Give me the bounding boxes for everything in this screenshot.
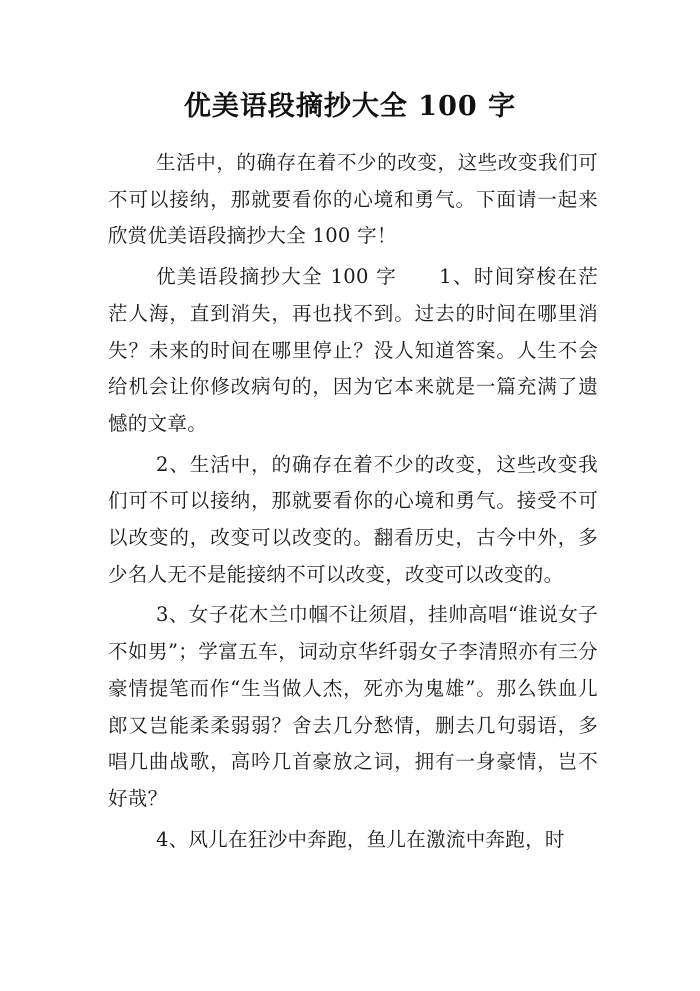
paragraph-1-text: 1、时间穿梭在茫茫人海，直到消失，再也找不到。过去的时间在哪里消失？未来的时间在哪里停止？没人知道答案。人生不会给机会让你修改病句的，因为它本来就是一篇充满了遗憾的文章。: [108, 265, 598, 435]
document-body: [108, 145, 598, 862]
paragraph-2: 2、生活中，的确存在着不少的改变，这些改变我们可不可以接纳，那就要看你的心境和勇气。接受不可以改变的，改变可以改变的。翻看历史，古今中外，多少名人无不是能接纳不可以改变，改变可以改变的。: [108, 452, 598, 586]
paragraph-4: 4、风儿在狂沙中奔跑，鱼儿在激流中奔跑，时: [156, 827, 565, 851]
document-title: 优美语段摘抄大全 100 字: [183, 91, 517, 122]
intro-paragraph: 生活中，的确存在着不少的改变，这些改变我们可不可以接纳，那就要看你的心境和勇气。下面请一起来欣赏优美语段摘抄大全 100 字！: [108, 151, 598, 248]
paragraph-3: 3、女子花木兰巾帼不让须眉，挂帅高唱“谁说女子不如男”；学富五车，词动京华纤弱女子李清照亦有三分豪情提笔而作“生当做人杰，死亦为鬼雄”。那么铁血儿郎又岂能柔柔弱弱？舍去几分愁情，删去几句弱语，多唱几曲战歌，高吟几首豪放之词，拥有一身豪情，岂不好哉？: [108, 603, 598, 810]
paragraph-1: [108, 259, 598, 443]
section-heading: 优美语段摘抄大全 100 字: [156, 265, 398, 289]
